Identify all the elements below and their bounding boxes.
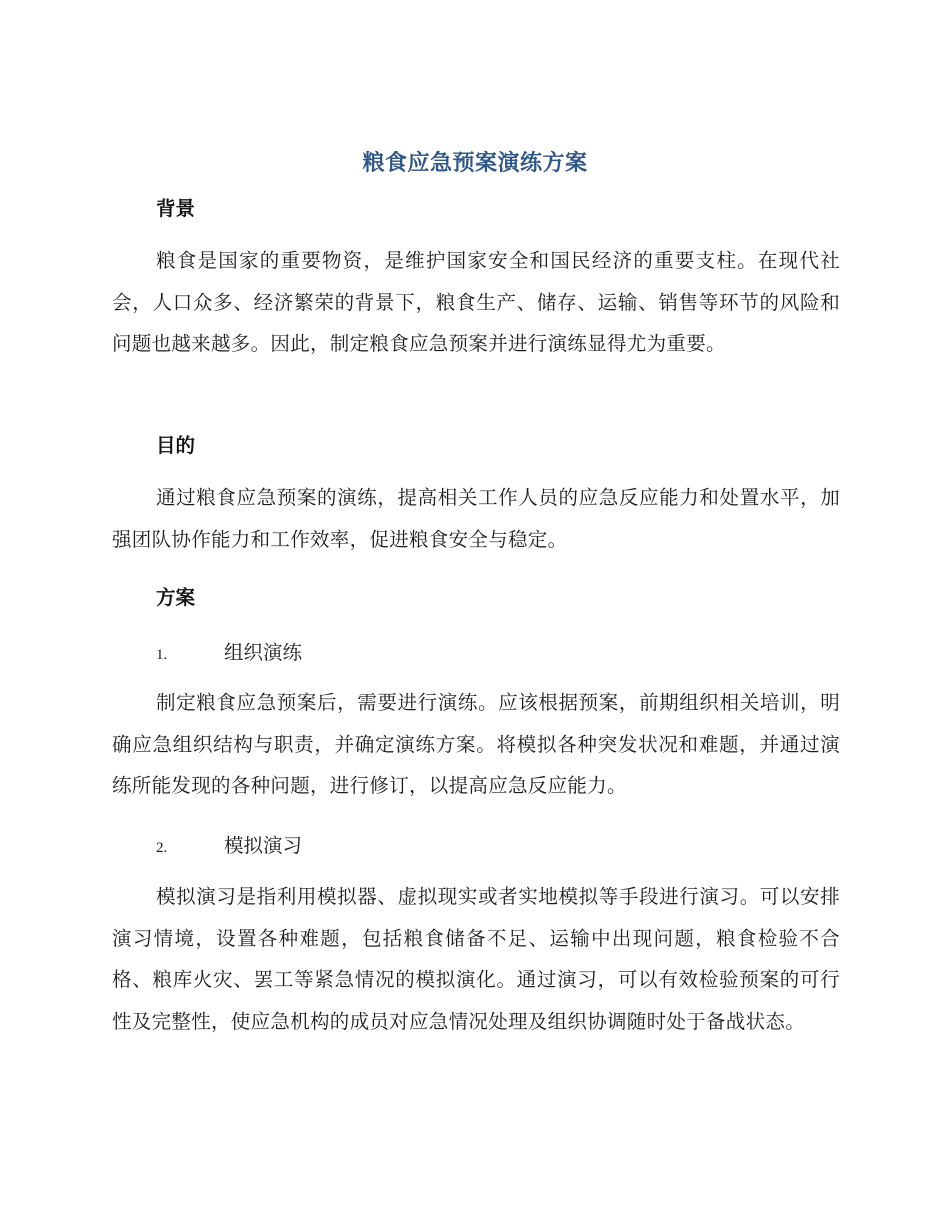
list-item-number: 2.: [156, 840, 168, 856]
paragraph-purpose: 通过粮食应急预案的演练，提高相关工作人员的应急反应能力和处置水平，加强团队协作能力和工作效率，促进粮食安全与稳定。: [112, 486, 840, 551]
list-item-label: 组织演练: [224, 641, 303, 664]
list-item-simulation-exercise: [156, 830, 302, 858]
document-title: 粮食应急预案演练方案: [362, 151, 588, 176]
paragraph-background: 粮食是国家的重要物资，是维护国家安全和国民经济的重要支柱。在现代社会，人口众多、经济繁荣的背景下，粮食生产、储存、运输、销售等环节的风险和问题也越来越多。因此，制定粮食应急预案并进行演练显得尤为重要。: [112, 249, 840, 355]
list-item-label: 模拟演习: [224, 834, 303, 857]
section-heading-plan: 方案: [156, 586, 196, 609]
section-heading-purpose: 目的: [156, 434, 196, 457]
list-item-number: 1.: [156, 647, 168, 663]
list-item-organize-drill: [156, 637, 302, 665]
paragraph-organize-drill: 制定粮食应急预案后，需要进行演练。应该根据预案，前期组织相关培训，明确应急组织结构与职责，并确定演练方案。将模拟各种突发状况和难题，并通过演练所能发现的各种问题，进行修订，以提高应急反应能力。: [112, 691, 840, 797]
paragraph-simulation-exercise: 模拟演习是指利用模拟器、虚拟现实或者实地模拟等手段进行演习。可以安排演习情境，设置各种难题，包括粮食储备不足、运输中出现问题，粮食检验不合格、粮库火灾、罢工等紧急情况的模拟演化。通过演习，可以有效检验预案的可行性及完整性，使应急机构的成员对应急情况处理及组织协调随时处于备战状态。: [112, 885, 840, 1033]
section-heading-background: 背景: [156, 197, 196, 220]
